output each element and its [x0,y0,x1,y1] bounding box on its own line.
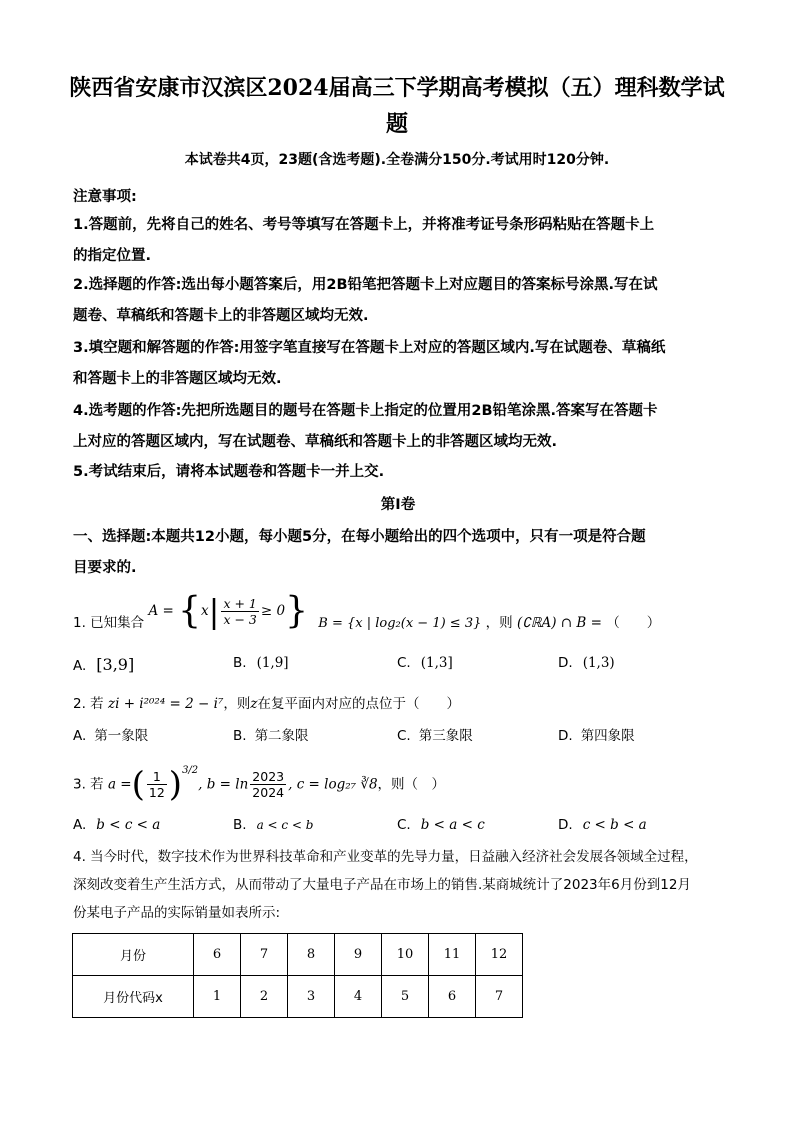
q3-option-a[interactable] [73,817,160,833]
q1-setA [148,590,312,632]
table-row-header: 月份代码x [73,976,194,1018]
q1-left-brace: { [178,590,202,632]
part-one-line1: 一、选择题:本题共12小题，每小题5分，在每小题给出的四个选项中，只有一项是符合题 [73,529,646,545]
q1-bar: | [208,592,220,631]
notice-item-1-line2: 的指定位置. [73,248,152,264]
q1-option-d-label: D. [558,655,573,671]
q1-option-c[interactable] [397,655,453,671]
q2-option-a[interactable] [73,724,148,744]
q2-option-c-value: 第三象限 [418,728,473,744]
q1-fraction [221,596,258,627]
q1-cond: ≥ 0 [260,603,286,619]
notice-item-3-line2: 和答题卡上的非答题区域均无效. [73,371,282,387]
q3-b-den: 2024 [252,785,285,800]
table-cell: 6 [429,976,476,1018]
part-one-heading [73,522,723,584]
q3-b-lhs: , b = ln [198,776,249,793]
q3-a-den: 12 [148,785,165,800]
q1-then: ，则 [485,615,513,631]
q2-option-b-label: B. [233,728,247,744]
q1-prefix: 1. 已知集合 [73,615,145,631]
exam-title-line1: 陕西省安康市汉滨区2024届高三下学期高考模拟（五）理科数学试 [69,75,725,101]
table-row [73,934,523,976]
q1-option-c-value: (1,3] [420,655,453,671]
q1-setA-lhs: A = [148,603,179,619]
q2-option-b-value: 第二象限 [254,728,309,744]
q3-c-part: , c = log₂₇ ∛8 [288,776,378,793]
table-cell: 9 [335,934,382,976]
q1-paren: （ ） [606,615,661,631]
table-cell: 2 [241,976,288,1018]
q4-sales-table [72,933,523,1018]
q2-suffix: 在复平面内对应的点位于（ ） [257,696,460,712]
table-cell: 3 [288,976,335,1018]
notice-item-4-line2: 上对应的答题区域内，写在试题卷、草稿纸和答题卡上的非答题区域均无效. [73,434,558,450]
q2-option-b[interactable] [233,724,309,744]
table-row-header: 月份 [73,934,194,976]
q2-equation: zi + i²⁰²⁴ = 2 − i⁷ [107,696,224,712]
q3-option-b[interactable] [233,817,314,833]
q3-prefix: 3. 若 [73,776,104,793]
table-cell: 12 [476,934,523,976]
q3-suffix: ，则（ ） [377,776,446,793]
table-cell: 11 [429,934,476,976]
q3-b-num: 2023 [252,769,285,784]
notice-item-1-line1: 1.答题前，先将自己的姓名、考号等填写在答题卡上，并将准考证号条形码粘贴在答题卡上 [73,217,655,233]
table-cell: 10 [382,934,429,976]
q3-option-a-value: b < c < a [96,817,161,833]
q3-option-c-value: b < a < c [420,817,485,833]
q2-var: z [250,696,258,712]
part-one-line2: 目要求的. [73,560,137,576]
q1-frac-num: x + 1 [223,596,257,611]
q3-b-fraction [250,769,286,800]
q2-option-d-label: D. [558,728,573,744]
table-cell: 7 [476,976,523,1018]
q2-mid: ，则 [223,696,251,712]
q3-option-d-value: c < b < a [582,817,647,833]
notice-item-1 [73,210,723,272]
exam-subtitle: 本试卷共4页，23题(含选考题).全卷满分150分.考试用时120分钟. [184,152,610,168]
table-cell: 7 [241,934,288,976]
q1-option-a-value: [3,9] [96,655,135,674]
notice-item-4 [73,396,723,458]
q1-right-brace: } [285,590,308,632]
q3-option-d[interactable] [558,817,647,833]
q2-prefix: 2. 若 [73,696,104,712]
q2-option-c-label: C. [397,728,411,744]
q3-option-b-value: a < c < b [256,818,314,832]
table-cell: 8 [288,934,335,976]
q4-line1: 4. 当今时代，数字技术作为世界科技革命和产业变革的先导力量，日益融入经济社会发展各领域全过程， [73,849,698,865]
table-cell: 6 [194,934,241,976]
table-cell: 5 [382,976,429,1018]
question-3 [73,753,445,809]
q1-option-d[interactable] [558,655,615,671]
q1-expr: (∁ℝA) ∩ B = [516,615,602,631]
question-1 [73,590,661,653]
table-cell: 4 [335,976,382,1018]
exam-title-line2: 题 [385,111,408,137]
q2-option-c[interactable] [397,724,473,744]
notice-heading: 注意事项: [73,189,137,205]
q3-a-lhs: a = [107,776,132,793]
table-row [73,976,523,1018]
exam-title [60,70,734,142]
q4-line3: 份某电子产品的实际销量如表所示: [73,905,281,921]
notice-item-4-line1: 4.选考题的作答:先把所选题目的题号在答题卡上指定的位置用2B铅笔涂黑.答案写在答题卡 [73,403,658,419]
q1-option-a-label: A. [73,658,87,674]
table-cell: 1 [194,976,241,1018]
q3-a-lparen: ( [131,764,145,805]
q3-a-num: 1 [147,769,167,785]
q1-setB: B = {x | log₂(x − 1) ≤ 3} [318,616,482,631]
notice-item-2 [73,270,723,332]
q3-a-rparen: ) [168,764,183,805]
question-2 [73,692,460,712]
question-4 [73,843,723,927]
q2-option-a-label: A. [73,728,87,744]
q1-option-d-value: (1,3) [582,655,615,671]
section-title: 第I卷 [380,497,416,513]
q4-line2: 深刻改变着生产生活方式，从而带动了大量电子产品在市场上的销售.某商城统计了2023年6月份到12月 [73,877,691,893]
q2-option-a-value: 第一象限 [94,728,149,744]
q1-option-b[interactable] [233,655,289,671]
q2-option-d[interactable] [558,724,635,744]
notice-item-5 [73,457,723,488]
q2-option-d-value: 第四象限 [580,728,635,744]
q3-a-fraction [147,769,167,800]
q3-a-exponent: 3/2 [182,765,199,776]
q3-option-a-label: A. [73,817,87,833]
q3-option-d-label: D. [558,817,573,833]
notice-item-2-line2: 题卷、草稿纸和答题卡上的非答题区域均无效. [73,308,369,324]
q1-setA-var: x [201,603,209,619]
notice-item-3-line1: 3.填空题和解答题的作答:用签字笔直接写在答题卡上对应的答题区域内.写在试题卷、草稿纸 [73,340,666,356]
q1-option-a[interactable] [73,655,134,674]
q1-frac-den: x − 3 [223,612,257,627]
notice-item-3 [73,333,723,395]
notice-item-2-line1: 2.选择题的作答:选出每小题答案后，用2B铅笔把答题卡上对应题目的答案标号涂黑.写在试 [73,277,658,293]
q1-option-b-label: B. [233,655,247,671]
q1-option-c-label: C. [397,655,411,671]
q3-option-b-label: B. [233,817,247,833]
notice-item-5-line1: 5.考试结束后，请将本试题卷和答题卡一并上交. [73,464,385,480]
q1-option-b-value: (1,9] [256,655,289,671]
q3-option-c-label: C. [397,817,411,833]
q3-option-c[interactable] [397,817,485,833]
